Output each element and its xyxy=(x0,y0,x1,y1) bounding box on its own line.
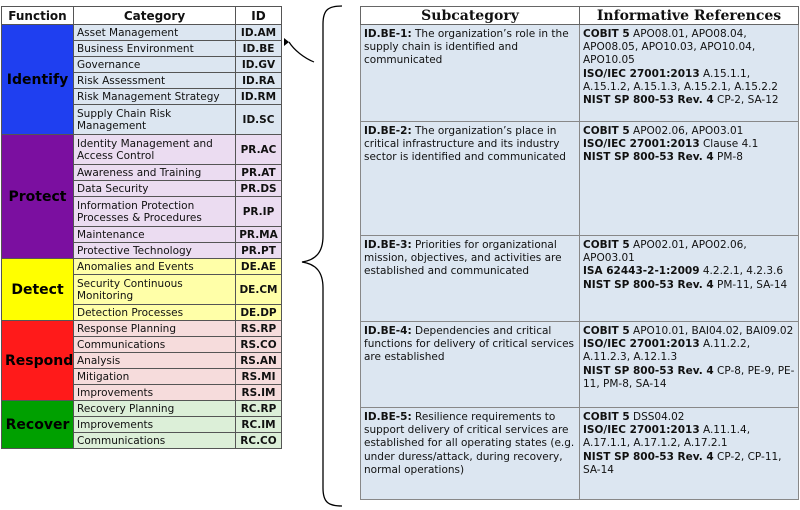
category-row xyxy=(2,25,282,41)
category-id: ID.RM xyxy=(236,89,282,105)
category-name: Awareness and Training xyxy=(74,165,236,181)
subcategory-id: ID.BE-4: xyxy=(364,325,412,337)
reference-source: ISO/IEC 27001:2013 xyxy=(583,338,700,351)
category-name: Detection Processes xyxy=(74,305,236,321)
reference-source: COBIT 5 xyxy=(583,28,630,40)
category-name: Governance xyxy=(74,57,236,73)
function-cell-recover: Recover xyxy=(2,401,74,449)
subcategory-header: Subcategory xyxy=(361,7,580,25)
category-row xyxy=(2,135,282,165)
category-id: ID.BE xyxy=(236,41,282,57)
function-cell-identify: Identify xyxy=(2,25,74,135)
categories-header-row xyxy=(2,7,282,25)
subcategory-text: Dependencies and critical functions for delivery of critical services are established xyxy=(364,325,575,364)
reference-entry xyxy=(583,411,795,424)
reference-controls: PM-8 xyxy=(713,151,743,164)
subcategory-row xyxy=(361,408,799,500)
category-name: Information Protection Processes & Procedures xyxy=(74,197,236,227)
subcategory-row xyxy=(361,25,799,122)
subcategory-cell xyxy=(361,122,580,236)
reference-entry xyxy=(583,325,795,338)
subcategory-references-table xyxy=(360,6,799,500)
category-id: PR.IP xyxy=(236,197,282,227)
categories-body xyxy=(2,25,282,449)
subcategory-text: The organization’s place in critical infrastructure and its industry sector is identified and communicated xyxy=(364,125,566,164)
category-id: RS.CO xyxy=(236,337,282,353)
category-name: Response Planning xyxy=(74,321,236,337)
reference-entry xyxy=(583,94,795,107)
reference-entry xyxy=(583,365,795,391)
reference-entry xyxy=(583,265,795,278)
subcategory-cell xyxy=(361,322,580,408)
category-name: Asset Management xyxy=(74,25,236,41)
category-id: RS.RP xyxy=(236,321,282,337)
subcategory-id: ID.BE-3: xyxy=(364,239,412,251)
csf-categories-table xyxy=(1,6,282,449)
category-id: ID.AM xyxy=(236,25,282,41)
reference-entry xyxy=(583,239,795,265)
reference-entry xyxy=(583,138,795,151)
reference-controls: Clause 4.1 xyxy=(699,138,759,151)
references-cell xyxy=(580,322,799,408)
reference-source: NIST SP 800-53 Rev. 4 xyxy=(583,450,714,463)
category-name: Recovery Planning xyxy=(74,401,236,417)
reference-controls: APO02.01, APO02.06, APO03.01 xyxy=(583,239,747,265)
reference-entry xyxy=(583,451,795,477)
category-name: Improvements xyxy=(74,417,236,433)
reference-controls: 4.2.2.1, 4.2.3.6 xyxy=(699,265,784,278)
category-id: DE.CM xyxy=(236,275,282,305)
reference-source: NIST SP 800-53 Rev. 4 xyxy=(583,364,714,377)
category-name: Improvements xyxy=(74,385,236,401)
function-header: Function xyxy=(2,7,74,25)
category-id: RS.IM xyxy=(236,385,282,401)
reference-controls: A.11.1.4, A.17.1.1, A.17.1.2, A.17.2.1 xyxy=(583,424,751,450)
reference-source: ISA 62443-2-1:2009 xyxy=(583,265,700,278)
reference-controls: A.15.1.1, A.15.1.2, A.15.1.3, A.15.2.1, A.15.2.2 xyxy=(583,67,778,93)
category-name: Identity Management and Access Control xyxy=(74,135,236,165)
subcategory-body xyxy=(361,25,799,500)
category-name: Maintenance xyxy=(74,227,236,243)
subcategory-id: ID.BE-1: xyxy=(364,28,412,40)
category-id: DE.AE xyxy=(236,259,282,275)
category-id: ID.RA xyxy=(236,73,282,89)
reference-controls: APO10.01, BAI04.02, BAI09.02 xyxy=(629,325,794,337)
category-name: Communications xyxy=(74,337,236,353)
function-cell-detect: Detect xyxy=(2,259,74,321)
category-name: Data Security xyxy=(74,181,236,197)
function-cell-respond: Respond xyxy=(2,321,74,401)
reference-source: COBIT 5 xyxy=(583,125,630,137)
reference-source: ISO/IEC 27001:2013 xyxy=(583,67,700,80)
category-id: PR.AC xyxy=(236,135,282,165)
references-header: Informative References xyxy=(580,7,799,25)
reference-source: NIST SP 800-53 Rev. 4 xyxy=(583,278,714,291)
reference-entry xyxy=(583,68,795,94)
subcategory-text: Resilience requirements to support delivery of critical services are established for all operating states (e.g. under duress/attack, during recovery, normal operations) xyxy=(364,411,575,476)
subcategory-cell xyxy=(361,408,580,500)
category-header: Category xyxy=(74,7,236,25)
category-row xyxy=(2,401,282,417)
reference-controls: APO02.06, APO03.01 xyxy=(629,125,744,137)
reference-controls: CP-2, SA-12 xyxy=(713,94,779,107)
category-id: ID.SC xyxy=(236,105,282,135)
category-id: PR.PT xyxy=(236,243,282,259)
category-name: Risk Assessment xyxy=(74,73,236,89)
reference-entry xyxy=(583,338,795,364)
category-name: Anomalies and Events xyxy=(74,259,236,275)
category-name: Supply Chain Risk Management xyxy=(74,105,236,135)
reference-controls: A.11.2.2, A.11.2.3, A.12.1.3 xyxy=(583,338,751,364)
references-cell xyxy=(580,122,799,236)
category-id: RC.CO xyxy=(236,433,282,449)
references-cell xyxy=(580,25,799,122)
arrow-icon xyxy=(284,38,289,46)
reference-controls: DSS04.02 xyxy=(629,411,685,423)
reference-controls: PM-11, SA-14 xyxy=(713,278,788,291)
category-id: PR.DS xyxy=(236,181,282,197)
subcategory-id: ID.BE-5: xyxy=(364,411,412,423)
reference-source: NIST SP 800-53 Rev. 4 xyxy=(583,151,714,164)
category-row xyxy=(2,321,282,337)
category-name: Mitigation xyxy=(74,369,236,385)
arrow-connector xyxy=(289,42,314,62)
category-id: RC.RP xyxy=(236,401,282,417)
id-header: ID xyxy=(236,7,282,25)
category-name: Security Continuous Monitoring xyxy=(74,275,236,305)
category-id: PR.AT xyxy=(236,165,282,181)
reference-source: COBIT 5 xyxy=(583,239,630,251)
subcategory-row xyxy=(361,122,799,236)
reference-entry xyxy=(583,279,795,292)
category-row xyxy=(2,259,282,275)
category-name: Protective Technology xyxy=(74,243,236,259)
subcategory-row xyxy=(361,322,799,408)
subcategory-text: The organization’s role in the supply chain is identified and communicated xyxy=(364,28,569,67)
subcategory-text: Priorities for organizational mission, objectives, and activities are established and communicated xyxy=(364,239,562,278)
subcategory-cell xyxy=(361,25,580,122)
function-cell-protect: Protect xyxy=(2,135,74,259)
reference-entry xyxy=(583,125,795,138)
reference-source: NIST SP 800-53 Rev. 4 xyxy=(583,94,714,107)
expansion-brace xyxy=(280,0,342,510)
references-cell xyxy=(580,408,799,500)
category-id: PR.MA xyxy=(236,227,282,243)
reference-source: ISO/IEC 27001:2013 xyxy=(583,138,700,151)
category-id: RC.IM xyxy=(236,417,282,433)
category-name: Business Environment xyxy=(74,41,236,57)
subcategory-id: ID.BE-2: xyxy=(364,125,412,137)
reference-controls: APO08.01, APO08.04, APO08.05, APO10.03, APO10.04, APO10.05 xyxy=(583,28,756,67)
category-name: Analysis xyxy=(74,353,236,369)
reference-source: COBIT 5 xyxy=(583,325,630,337)
reference-source: ISO/IEC 27001:2013 xyxy=(583,424,700,437)
reference-entry xyxy=(583,151,795,164)
category-id: RS.AN xyxy=(236,353,282,369)
subcategory-row xyxy=(361,236,799,322)
subcategory-header-row xyxy=(361,7,799,25)
category-name: Communications xyxy=(74,433,236,449)
category-id: RS.MI xyxy=(236,369,282,385)
reference-controls: CP-2, CP-11, SA-14 xyxy=(583,450,782,476)
category-id: ID.GV xyxy=(236,57,282,73)
reference-entry xyxy=(583,28,795,68)
curly-brace xyxy=(302,6,342,506)
category-id: DE.DP xyxy=(236,305,282,321)
reference-controls: CP-8, PE-9, PE-11, PM-8, SA-14 xyxy=(583,364,795,390)
category-name: Risk Management Strategy xyxy=(74,89,236,105)
reference-source: COBIT 5 xyxy=(583,411,630,423)
reference-entry xyxy=(583,424,795,450)
references-cell xyxy=(580,236,799,322)
subcategory-cell xyxy=(361,236,580,322)
